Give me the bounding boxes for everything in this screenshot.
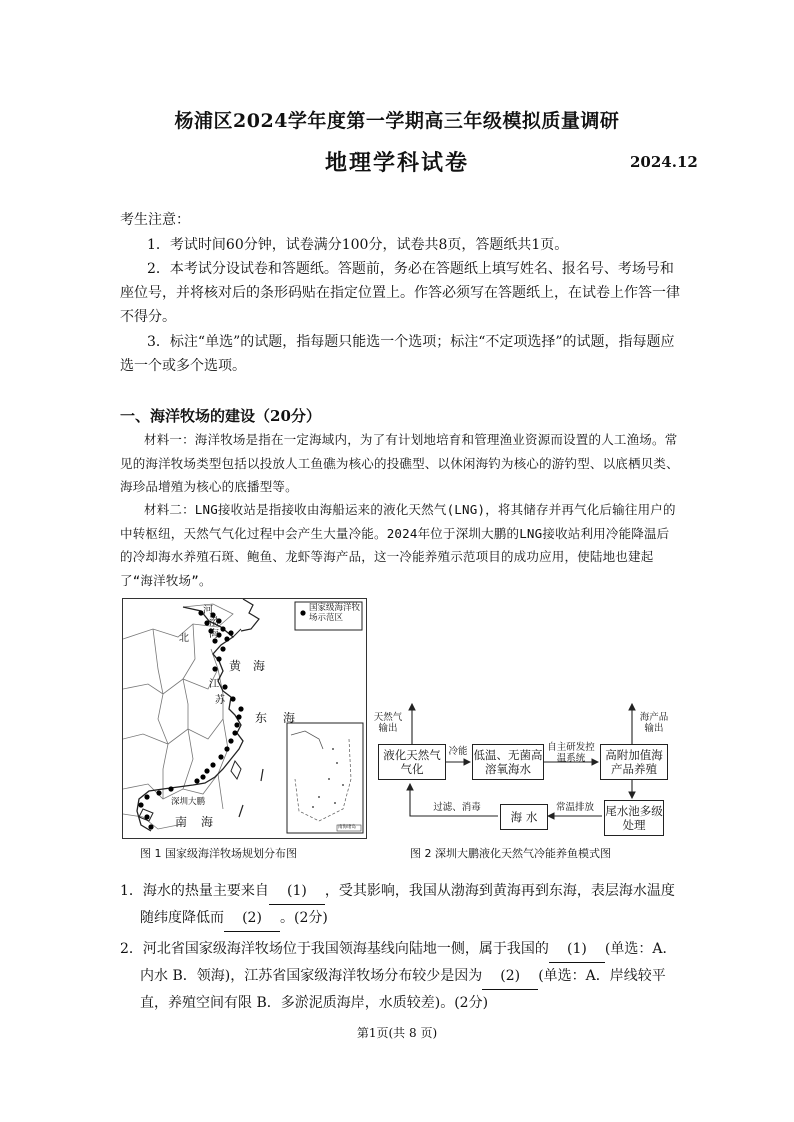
label-filter: 过滤、消毒	[433, 802, 481, 813]
question-1-number: 1．	[120, 883, 143, 899]
map-legend-label: 国家级海洋牧场示范区	[309, 603, 361, 623]
question-1-text-c: 。(2分)	[280, 910, 328, 926]
label-control-system: 自主研发控温系统	[547, 742, 595, 764]
section-title: 一、海洋牧场的建设（20分）	[120, 407, 321, 425]
map-label-bo: 渤	[209, 617, 219, 628]
figure-1-map	[122, 598, 367, 839]
question-1-blank-2[interactable]: (2)	[224, 905, 280, 932]
map-label-jiang: 江	[209, 679, 219, 690]
box-seafood-farming: 高附加值海产品养殖	[600, 744, 668, 780]
question-2-blank-2[interactable]: (2)	[482, 963, 538, 990]
notice-item-3: 3．标注“单选”的试题，指每题只能选一个选项；标注“不定项选择”的试题，指每题应选一个或多个选项。	[120, 334, 675, 374]
question-2	[120, 936, 682, 1016]
exam-title: 杨浦区2024学年度第一学期高三年级模拟质量调研	[174, 110, 620, 132]
map-label-su: 苏	[215, 695, 225, 706]
question-1	[120, 878, 682, 932]
map-label-nan: 南	[175, 815, 188, 829]
question-2-text-c: (单选：A．岸线较平直，养殖空间有限 B．多淤泥质海岸，水质较差)。(2分)	[140, 968, 666, 1011]
material-2: 材料二：LNG接收站是指接收由海船运来的液化天然气(LNG)，将其储存并再气化后输往用户的中转枢纽，天然气气化过程中会产生大量冷能。2024年位于深圳大鹏的LNG接收站利用冷能降温后的冷却海水养殖石斑、鲍鱼、龙虾等海产品，这一冷能养殖示范项目的成功应用，使陆地也建起了“海洋牧场”。	[120, 502, 676, 588]
label-seafood-output: 海产品输出	[639, 712, 669, 734]
box-seawater: 海 水	[500, 804, 548, 830]
map-label-he: 河	[203, 605, 213, 616]
exam-date: 2024.12	[630, 153, 698, 171]
question-1-blank-1[interactable]: (1)	[269, 878, 325, 905]
map-label-bohai-hai: 海	[209, 629, 219, 640]
notice-heading: 考生注意：	[120, 212, 190, 228]
figure-1-caption: 图 1 国家级海洋牧场规划分布图	[140, 847, 297, 860]
map-label-dong: 东	[255, 711, 268, 725]
map-label-nanhai-hai: 海	[201, 815, 214, 829]
map-label-donghai-hai: 海	[283, 711, 296, 725]
question-2-text-a: 河北省国家级海洋牧场位于我国领海基线向陆地一侧，属于我国的	[142, 941, 549, 957]
figure-2-caption: 图 2 深圳大鹏液化天然气冷能养鱼模式图	[410, 847, 611, 860]
page-footer: 第1页(共 8 页)	[356, 1026, 438, 1040]
question-1-text-b: ，受其影响，我国从渤海到黄海再到东海，表层海水温度随纬度降低而	[140, 883, 675, 926]
question-2-number: 2．	[120, 941, 143, 957]
label-gas-output: 天然气输出	[373, 712, 403, 734]
figure-2-diagram	[370, 700, 685, 840]
map-label-shenzhen: 深圳大鹏	[171, 797, 206, 807]
material-1: 材料一：海洋牧场是指在一定海域内，为了有计划地培育和管理渔业资源而设置的人工渔场。常见的海洋牧场类型包括以投放人工鱼礁为核心的投礁型、以休闲海钓为核心的游钓型、以底栖贝类、海珍品增殖为核心的底播型等。	[120, 432, 679, 494]
question-1-text-a: 海水的热量主要来自	[142, 883, 269, 899]
map-label-huang: 黄	[229, 659, 242, 673]
map-label-bei: 北	[179, 633, 189, 644]
label-cold-energy: 冷能	[448, 746, 468, 757]
label-discharge: 常温排放	[555, 802, 594, 813]
map-inset-label: 南海诸岛	[338, 825, 356, 830]
notice-item-1: 1．考试时间60分钟，试卷满分100分，试卷共8页，答题纸共1页。	[147, 237, 569, 253]
notice-item-2: 2．本考试分设试卷和答题纸。答题前，务必在答题纸上填写姓名、报名号、考场号和座位号，并将核对后的条形码贴在指定位置上。作答必须写在答题纸上，在试卷上作答一律不得分。	[120, 261, 680, 325]
box-lng-gasification: 液化天然气气化	[378, 744, 446, 780]
map-label-huanghai-hai: 海	[253, 659, 266, 673]
question-2-text-b: (单选：A．内水 B．领海)，江苏省国家级海洋牧场分布较少是因为	[140, 941, 677, 984]
box-tail-water: 尾水池多级处理	[604, 800, 664, 836]
box-cold-seawater: 低温、无菌高溶氧海水	[472, 744, 544, 780]
map-drawing	[123, 599, 366, 838]
exam-subtitle: 地理学科试卷	[324, 150, 469, 176]
question-2-blank-1[interactable]: (1)	[549, 936, 605, 963]
